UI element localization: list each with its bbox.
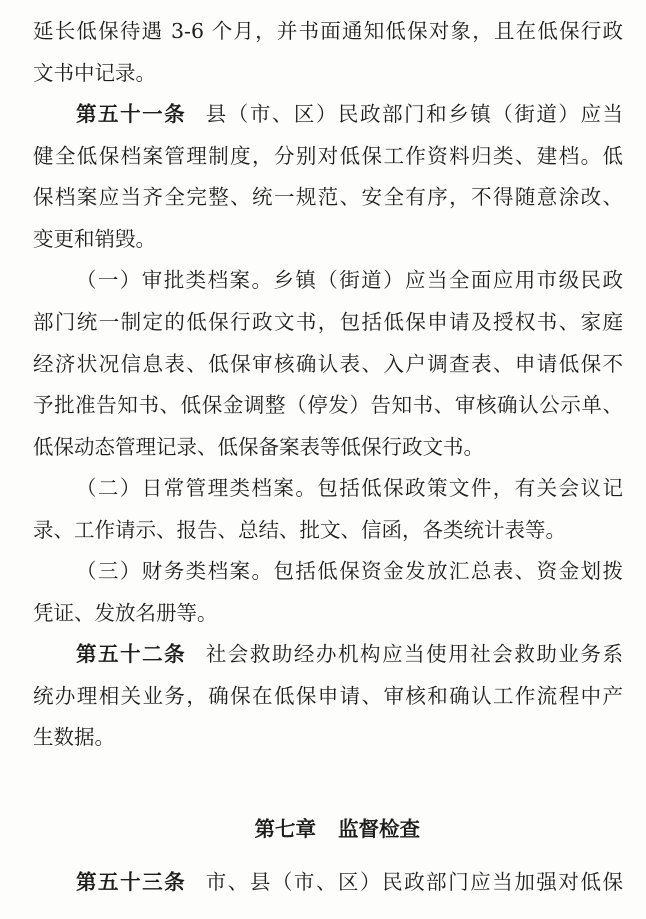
- article-52-text: 社会救助经办机构应当使用社会救助业务系: [204, 642, 624, 666]
- article-52-label: 第五十二条: [76, 642, 187, 666]
- article-51-label: 第五十一条: [76, 102, 187, 126]
- paragraph-line: 部门统一制定的低保行政文书，包括低保申请及授权书、家庭: [33, 310, 623, 334]
- article-53-text: 市、县（市、区）民政部门应当加强对低保: [204, 870, 624, 894]
- paragraph-line: 统办理相关业务，确保在低保申请、审核和确认工作流程中产: [33, 684, 623, 708]
- paragraph-line: 录、工作请示、报告、总结、批文、信函，各类统计表等。: [33, 518, 566, 542]
- paragraph-line: 低保动态管理记录、低保备案表等低保行政文书。: [33, 435, 484, 459]
- chapter-label: 第七章: [254, 817, 317, 841]
- paragraph-line: 生数据。: [33, 725, 115, 749]
- article-53-label: 第五十三条: [76, 870, 187, 894]
- paragraph-line: 经济状况信息表、低保审核确认表、入户调查表、申请低保不: [33, 352, 623, 376]
- chapter-heading: [0, 784, 646, 841]
- article-53-line: [76, 867, 623, 897]
- item-3-line: （三）财务类档案。包括低保资金发放汇总表、资金划拨: [76, 559, 623, 583]
- chapter-title: 监督检查: [338, 817, 421, 841]
- article-51-line: [76, 99, 623, 129]
- paragraph-line: 凭证、发放名册等。: [33, 601, 218, 625]
- paragraph-line: 健全低保档案管理制度，分别对低保工作资料归类、建档。低: [33, 144, 623, 168]
- paragraph-line: 变更和销毁。: [33, 227, 156, 251]
- item-2-line: （二）日常管理类档案。包括低保政策文件，有关会议记: [76, 476, 623, 500]
- paragraph-line: 延长低保待遇 3-6 个月，并书面通知低保对象，且在低保行政: [33, 19, 623, 43]
- paragraph-line: 文书中记录。: [33, 61, 156, 85]
- paragraph-line: 保档案应当齐全完整、统一规范、安全有序，不得随意涂改、: [33, 185, 623, 209]
- paragraph-line: 予批准告知书、低保金调整（停发）告知书、审核确认公示单、: [33, 393, 623, 417]
- article-51-text: 县（市、区）民政部门和乡镇（街道）应当: [204, 102, 624, 126]
- article-52-line: [76, 639, 623, 669]
- item-1-line: （一）审批类档案。乡镇（街道）应当全面应用市级民政: [76, 268, 623, 292]
